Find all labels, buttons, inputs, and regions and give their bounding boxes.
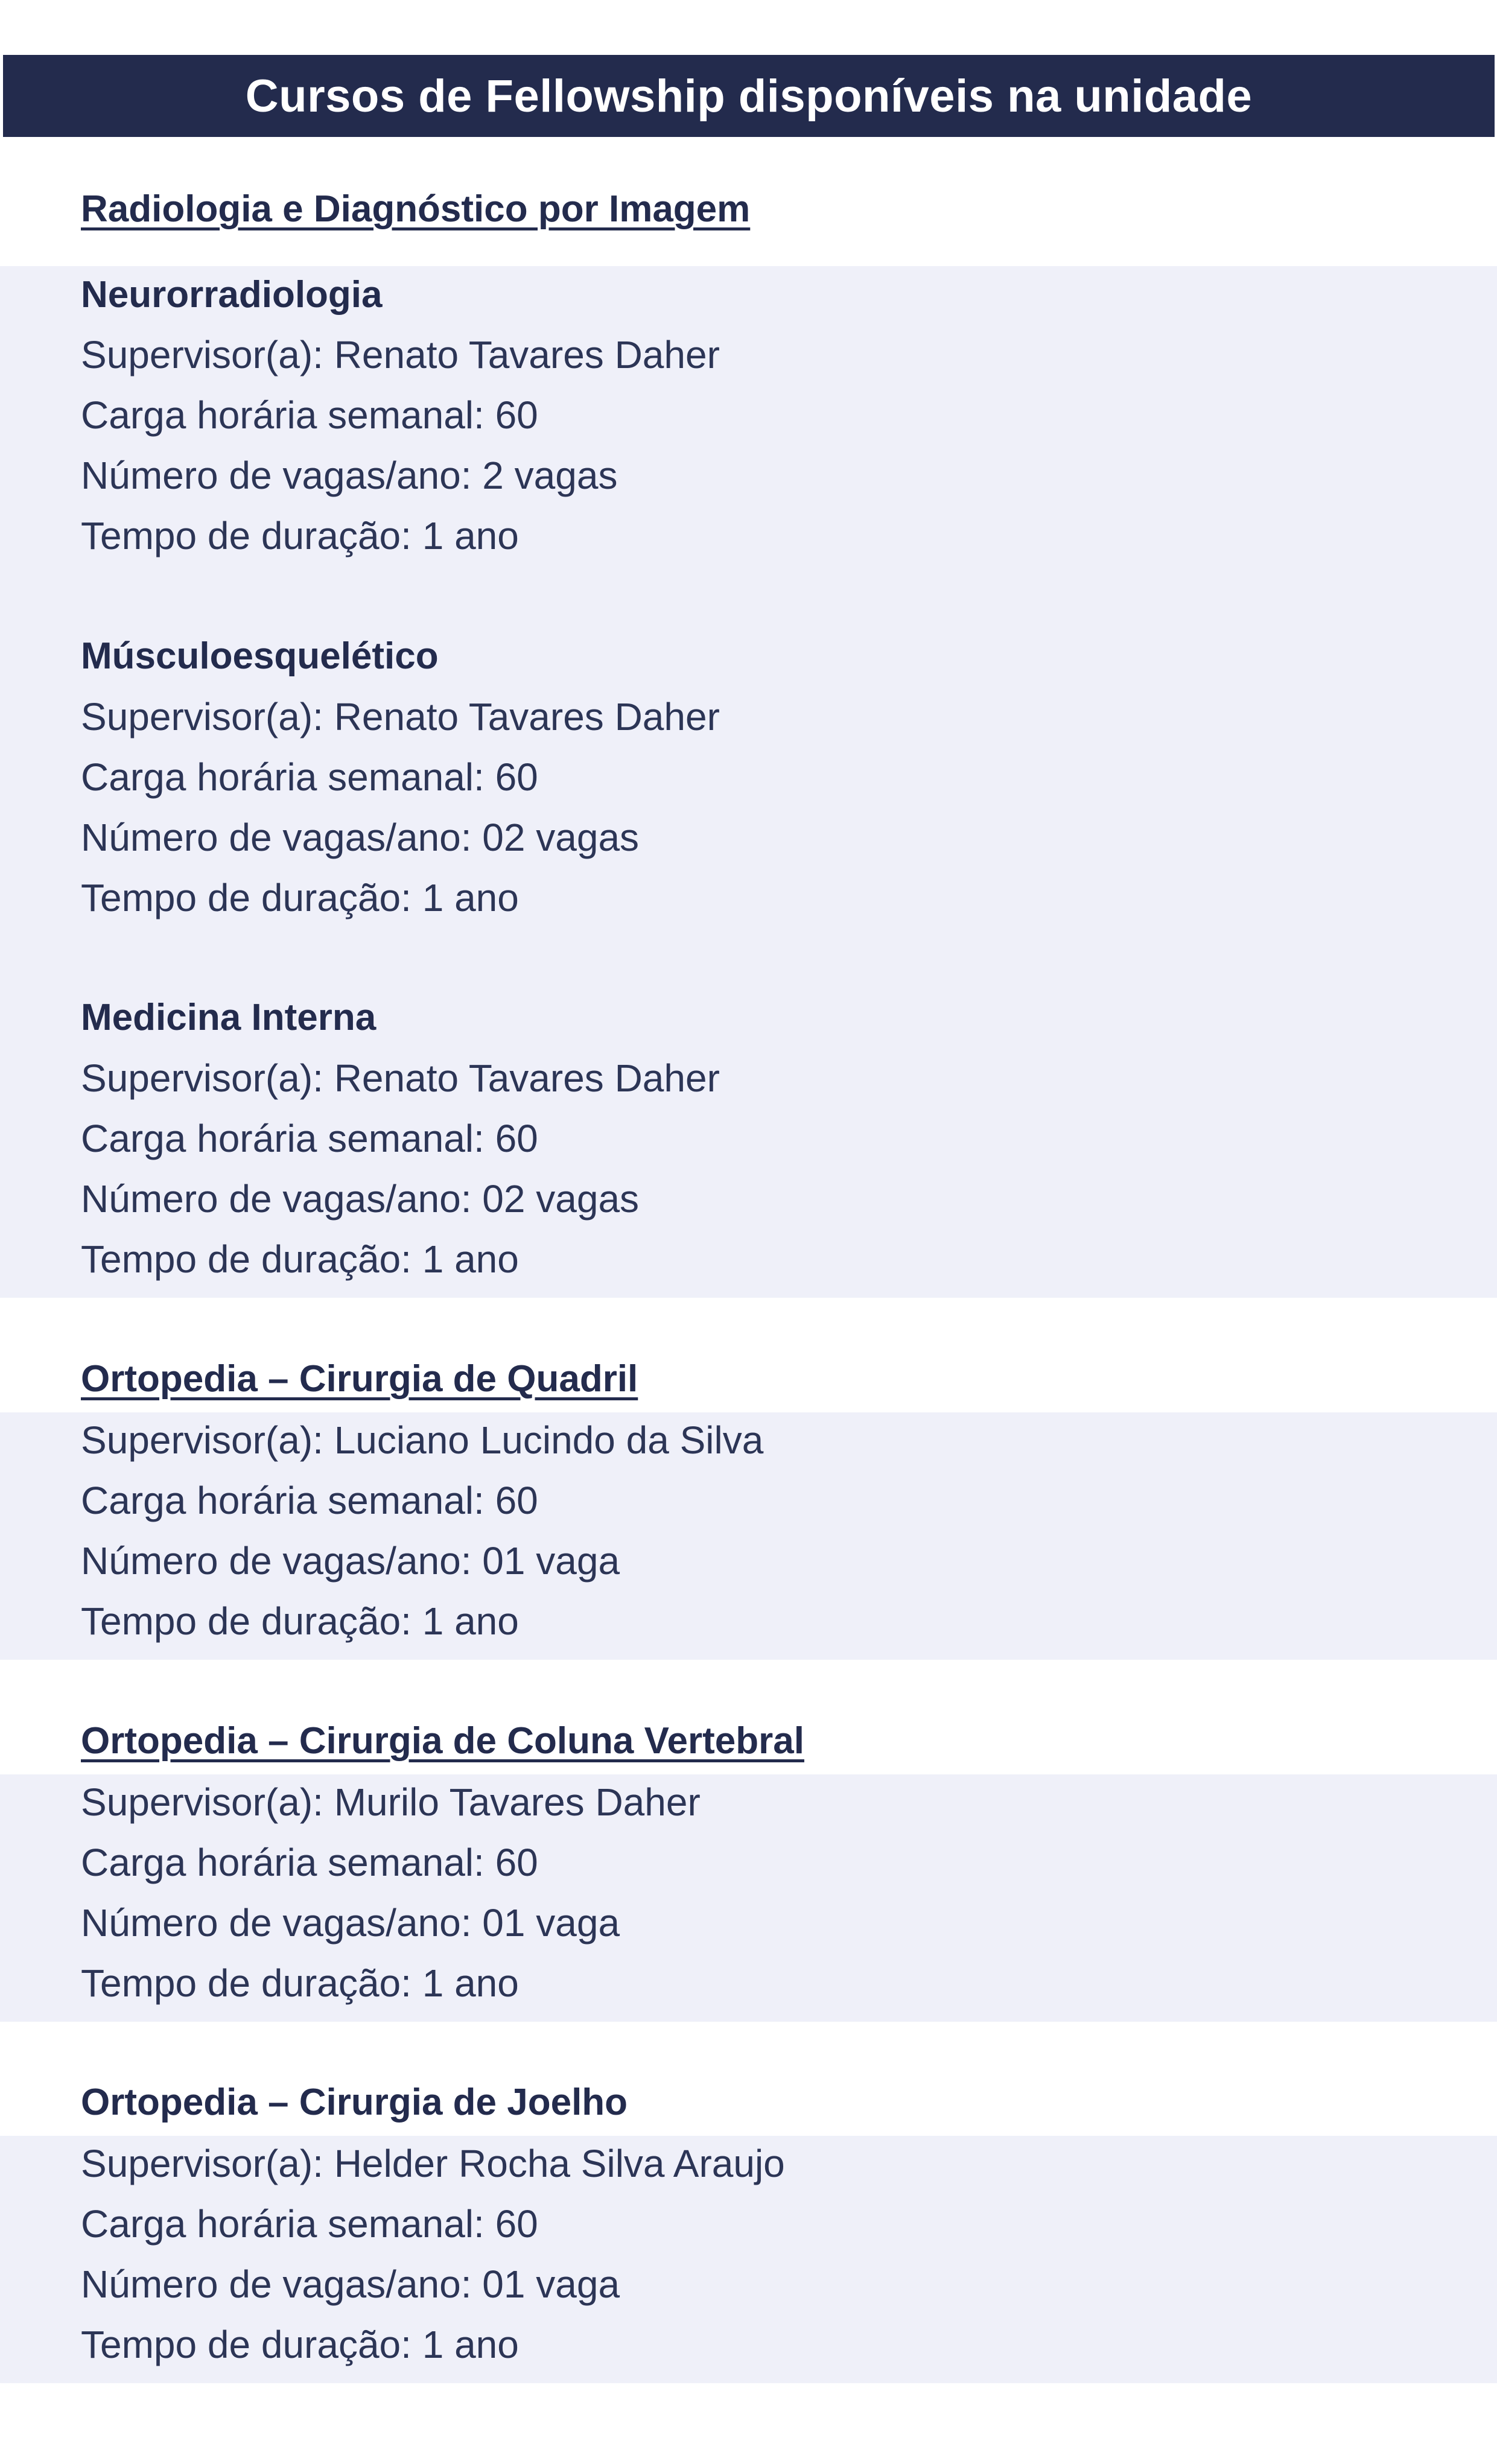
course-title-musculoesqueletico: Músculoesquelético <box>81 635 439 677</box>
course-duration: Tempo de duração: 1 ano <box>81 1961 519 2005</box>
course-duration: Tempo de duração: 1 ano <box>81 1237 519 1281</box>
course-supervisor: Supervisor(a): Helder Rocha Silva Araujo <box>81 2142 785 2185</box>
course-vacancies: Número de vagas/ano: 01 vaga <box>81 1539 620 1583</box>
section-heading-quadril: Ortopedia – Cirurgia de Quadril <box>81 1358 638 1400</box>
page-title: Cursos de Fellowship disponíveis na unidade <box>245 70 1253 122</box>
course-workload: Carga horária semanal: 60 <box>81 1841 538 1884</box>
course-workload: Carga horária semanal: 60 <box>81 1117 538 1160</box>
course-supervisor: Supervisor(a): Renato Tavares Daher <box>81 1056 720 1100</box>
section-heading-radiologia: Radiologia e Diagnóstico por Imagem <box>81 188 751 230</box>
course-supervisor: Supervisor(a): Renato Tavares Daher <box>81 333 720 376</box>
section-heading-coluna: Ortopedia – Cirurgia de Coluna Vertebral <box>81 1720 804 1762</box>
course-workload: Carga horária semanal: 60 <box>81 1479 538 1522</box>
course-duration: Tempo de duração: 1 ano <box>81 514 519 557</box>
course-vacancies: Número de vagas/ano: 2 vagas <box>81 454 618 497</box>
course-workload: Carga horária semanal: 60 <box>81 755 538 799</box>
course-vacancies: Número de vagas/ano: 02 vagas <box>81 1177 640 1221</box>
course-duration: Tempo de duração: 1 ano <box>81 1599 519 1643</box>
course-workload: Carga horária semanal: 60 <box>81 2202 538 2246</box>
course-vacancies: Número de vagas/ano: 01 vaga <box>81 1901 620 1945</box>
course-supervisor: Supervisor(a): Renato Tavares Daher <box>81 695 720 738</box>
course-title-neurorradiologia: Neurorradiologia <box>81 274 383 316</box>
course-duration: Tempo de duração: 1 ano <box>81 876 519 919</box>
course-duration: Tempo de duração: 1 ano <box>81 2323 519 2366</box>
course-supervisor: Supervisor(a): Murilo Tavares Daher <box>81 1780 701 1824</box>
section-heading-joelho: Ortopedia – Cirurgia de Joelho <box>81 2081 628 2123</box>
course-supervisor: Supervisor(a): Luciano Lucindo da Silva <box>81 1418 764 1462</box>
course-vacancies: Número de vagas/ano: 02 vagas <box>81 816 640 859</box>
page-header <box>3 55 1495 137</box>
course-vacancies: Número de vagas/ano: 01 vaga <box>81 2262 620 2306</box>
course-title-medicina-interna: Medicina Interna <box>81 997 377 1038</box>
course-workload: Carga horária semanal: 60 <box>81 393 538 437</box>
